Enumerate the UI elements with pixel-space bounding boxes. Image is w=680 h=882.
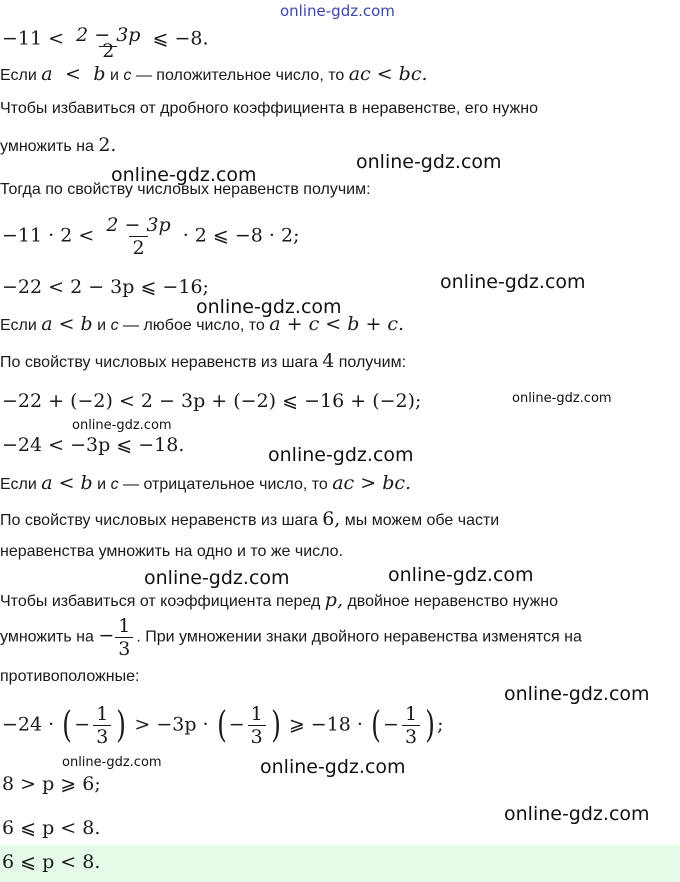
text: Если: [0, 317, 37, 334]
math-text: ;: [437, 713, 444, 736]
paragraph-line: Чтобы избавиться от дробного коэффициента в неравенстве, его нужно: [0, 100, 538, 117]
text: умножить на: [0, 628, 94, 646]
math-number: 4: [322, 350, 335, 372]
math-number: 6,: [322, 508, 341, 530]
watermark: online-gdz.com: [268, 444, 414, 466]
math-text: ⩽ −8.: [152, 27, 209, 50]
math-line-2: [2, 214, 300, 259]
watermark: online-gdz.com: [62, 755, 162, 770]
watermark: online-gdz.com: [504, 683, 650, 705]
math-vars: a < b: [41, 313, 93, 335]
fraction: [73, 24, 143, 62]
math-minus: −: [383, 713, 399, 736]
fraction: [103, 214, 173, 259]
left-paren: (: [62, 704, 73, 746]
text: — отрицательное число, то: [123, 476, 328, 493]
math-text: −11 <: [2, 27, 65, 50]
watermark: online-gdz.com: [388, 564, 534, 586]
text: получим:: [338, 354, 407, 371]
math-line-1: [2, 24, 209, 62]
watermark-top: online-gdz.com: [280, 2, 395, 20]
answer-text: 6 ⩽ p < 8.: [2, 851, 101, 873]
math-text: > −3p ·: [134, 713, 209, 736]
text: Чтобы избавиться от коэффициента перед: [0, 593, 321, 610]
fraction-denominator: 3: [115, 637, 133, 660]
fraction-numerator: 2 − 3p: [106, 214, 171, 236]
left-paren: (: [371, 704, 381, 746]
fraction-denominator: 2: [129, 236, 147, 259]
math-text: · 2 ⩽ −8 · 2;: [182, 224, 300, 247]
text: — положительное число, то: [135, 67, 345, 84]
watermark: online-gdz.com: [512, 391, 612, 406]
fraction: [402, 703, 420, 748]
math-result: a + c < b + c.: [269, 313, 405, 335]
fraction-denominator: 3: [93, 725, 111, 748]
left-paren: (: [216, 704, 227, 746]
var: p,: [324, 589, 343, 611]
paragraph-line: [0, 589, 558, 611]
text: и: [97, 476, 107, 493]
text: мы можем обе части: [344, 512, 500, 529]
watermark: online-gdz.com: [144, 567, 290, 589]
math-text: −11 · 2 <: [2, 224, 95, 247]
watermark: online-gdz.com: [260, 756, 406, 778]
watermark: online-gdz.com: [111, 164, 257, 186]
var: b: [93, 63, 106, 85]
watermark: online-gdz.com: [504, 803, 650, 825]
rule-line-3: [0, 472, 411, 494]
fraction-numerator: 1: [404, 703, 418, 725]
text: умножить на: [0, 138, 94, 155]
var: a: [41, 63, 53, 85]
text: . При умножении знаки двойного неравенства изменятся на: [136, 628, 582, 646]
math-line-5: −24 < −3p ⩽ −18.: [2, 434, 185, 456]
paragraph-line: противоположные:: [0, 668, 140, 685]
fraction-numerator: 1: [96, 703, 109, 725]
math-text: −24 ·: [2, 713, 55, 736]
math-minus: −: [228, 713, 245, 736]
math-line-7: 8 > p ⩾ 6;: [2, 773, 101, 795]
right-paren: ): [116, 704, 127, 746]
rule-line-1: [0, 63, 428, 85]
math-number: 2.: [98, 134, 117, 156]
right-paren: ): [270, 704, 281, 746]
paragraph-line: [0, 134, 116, 156]
fraction-numerator: 1: [250, 703, 263, 725]
answer-box: [0, 845, 680, 882]
watermark: online-gdz.com: [196, 296, 342, 318]
right-paren: ): [425, 704, 436, 746]
fraction-denominator: 2: [99, 46, 117, 55]
text: Если: [0, 476, 37, 493]
watermark: online-gdz.com: [440, 271, 586, 293]
fraction-numerator: 2 − 3p: [76, 24, 141, 46]
fraction: [115, 615, 133, 660]
text: — любое число, то: [123, 317, 265, 334]
math-symbol: <: [65, 63, 81, 85]
math-line-3: −22 < 2 − 3p ⩽ −16;: [2, 276, 209, 298]
fraction-denominator: 3: [248, 725, 266, 748]
math-text: ⩾ −18 ·: [288, 713, 363, 736]
text: По свойству числовых неравенств из шага: [0, 354, 318, 371]
math-vars: a < b: [41, 472, 93, 494]
math-minus: −: [98, 624, 115, 647]
math-line-4: −22 + (−2) < 2 − 3p + (−2) ⩽ −16 + (−2);: [2, 390, 422, 412]
paragraph-line: [0, 508, 499, 530]
fraction-denominator: 3: [402, 725, 420, 748]
text: и: [97, 317, 107, 334]
math-result: ac < bc.: [348, 63, 428, 85]
paragraph-line: Тогда по свойству числовых неравенств получим:: [0, 181, 371, 198]
fraction: [248, 703, 266, 748]
text: и: [110, 67, 119, 84]
text: По свойству числовых неравенств из шага: [0, 512, 318, 529]
watermark: online-gdz.com: [356, 151, 502, 173]
text: Если: [0, 67, 37, 84]
var: c: [110, 317, 119, 334]
math-line-6: [2, 703, 444, 748]
paragraph-line: [0, 350, 406, 372]
paragraph-line: [0, 615, 582, 660]
watermark: online-gdz.com: [72, 418, 172, 433]
math-result: ac > bc.: [332, 472, 412, 494]
math-minus: −: [74, 713, 91, 736]
var: c: [123, 67, 132, 84]
fraction: [93, 703, 111, 748]
math-line-8: 6 ⩽ p < 8.: [2, 817, 101, 839]
var: c: [110, 476, 119, 493]
text: двойное неравенство нужно: [347, 593, 559, 610]
paragraph-line: неравенства умножить на одно и то же число.: [0, 543, 343, 560]
fraction-numerator: 1: [118, 615, 131, 637]
